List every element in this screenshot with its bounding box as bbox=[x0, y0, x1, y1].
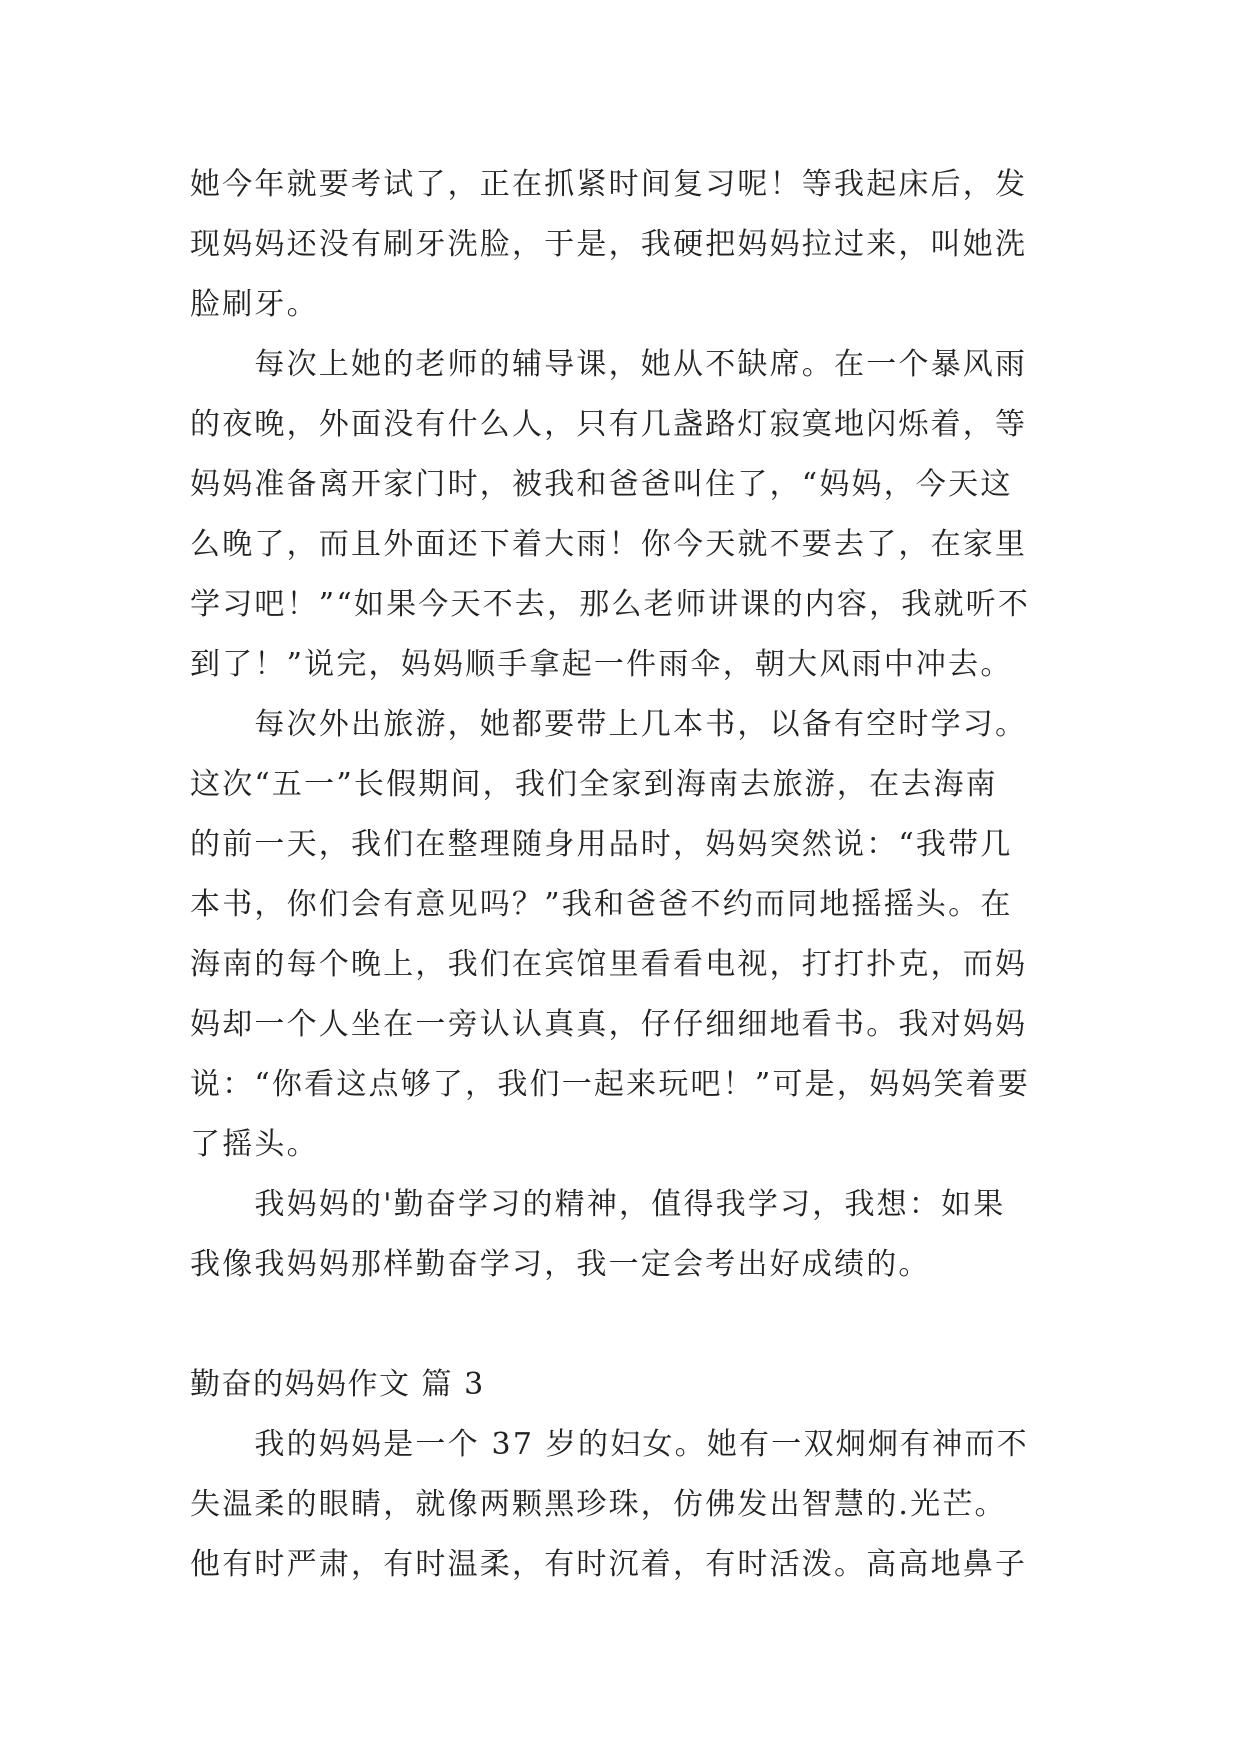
text-line: 的前一天，我们在整理随身用品时，妈妈突然说：“我带几 bbox=[190, 827, 1013, 862]
text-line: 我的妈妈是一个 37 岁的妇女。她有一双炯炯有神而不 bbox=[190, 1427, 1029, 1462]
text-line: 到了！”说完，妈妈顺手拿起一件雨伞，朝大风雨中冲去。 bbox=[190, 647, 1013, 682]
essay-body bbox=[190, 155, 1060, 1595]
text-line: 学习吧！”“如果今天不去，那么老师讲课的内容，我就听不 bbox=[190, 587, 1031, 622]
text-line: 么晚了，而且外面还下着大雨！你今天就不要去了，在家里 bbox=[190, 527, 1028, 562]
text-line: 的夜晚，外面没有什么人，只有几盏路灯寂寞地闪烁着，等 bbox=[190, 407, 1028, 442]
section-gap bbox=[190, 1295, 1060, 1355]
text-line: 每次外出旅游，她都要带上几本书，以备有空时学习。 bbox=[190, 707, 1028, 742]
text-line: 现妈妈还没有刷牙洗脸，于是，我硬把妈妈拉过来，叫她洗 bbox=[190, 227, 1028, 262]
text-line: 这次“五一”长假期间，我们全家到海南去旅游，在去海南 bbox=[190, 767, 998, 802]
text-line: 了摇头。 bbox=[190, 1127, 319, 1162]
text-line: 妈妈准备离开家门时，被我和爸爸叫住了，“妈妈，今天这 bbox=[190, 467, 1013, 502]
text-line: 本书，你们会有意见吗？”我和爸爸不约而同地摇摇头。在 bbox=[190, 887, 1013, 922]
text-line: 脸刷牙。 bbox=[190, 287, 319, 322]
text-line: 她今年就要考试了，正在抓紧时间复习呢！等我起床后，发 bbox=[190, 167, 1028, 202]
text-line: 他有时严肃，有时温柔，有时沉着，有时活泼。高高地鼻子 bbox=[190, 1547, 1028, 1582]
text-line: 我像我妈妈那样勤奋学习，我一定会考出好成绩的。 bbox=[190, 1247, 931, 1282]
text-line: 海南的每个晚上，我们在宾馆里看看电视，打打扑克，而妈 bbox=[190, 947, 1028, 982]
text-line: 每次上她的老师的辅导课，她从不缺席。在一个暴风雨 bbox=[190, 347, 1028, 382]
section-heading: 勤奋的妈妈作文 篇 3 bbox=[190, 1367, 485, 1402]
text-line: 我妈妈的'勤奋学习的精神，值得我学习，我想：如果 bbox=[190, 1187, 1006, 1222]
text-line: 妈却一个人坐在一旁认认真真，仔仔细细地看书。我对妈妈 bbox=[190, 1007, 1028, 1042]
text-line: 失温柔的眼睛，就像两颗黑珍珠，仿佛发出智慧的.光芒。 bbox=[190, 1487, 1007, 1522]
text-line: 说：“你看这点够了，我们一起来玩吧！”可是，妈妈笑着要 bbox=[190, 1067, 1031, 1102]
